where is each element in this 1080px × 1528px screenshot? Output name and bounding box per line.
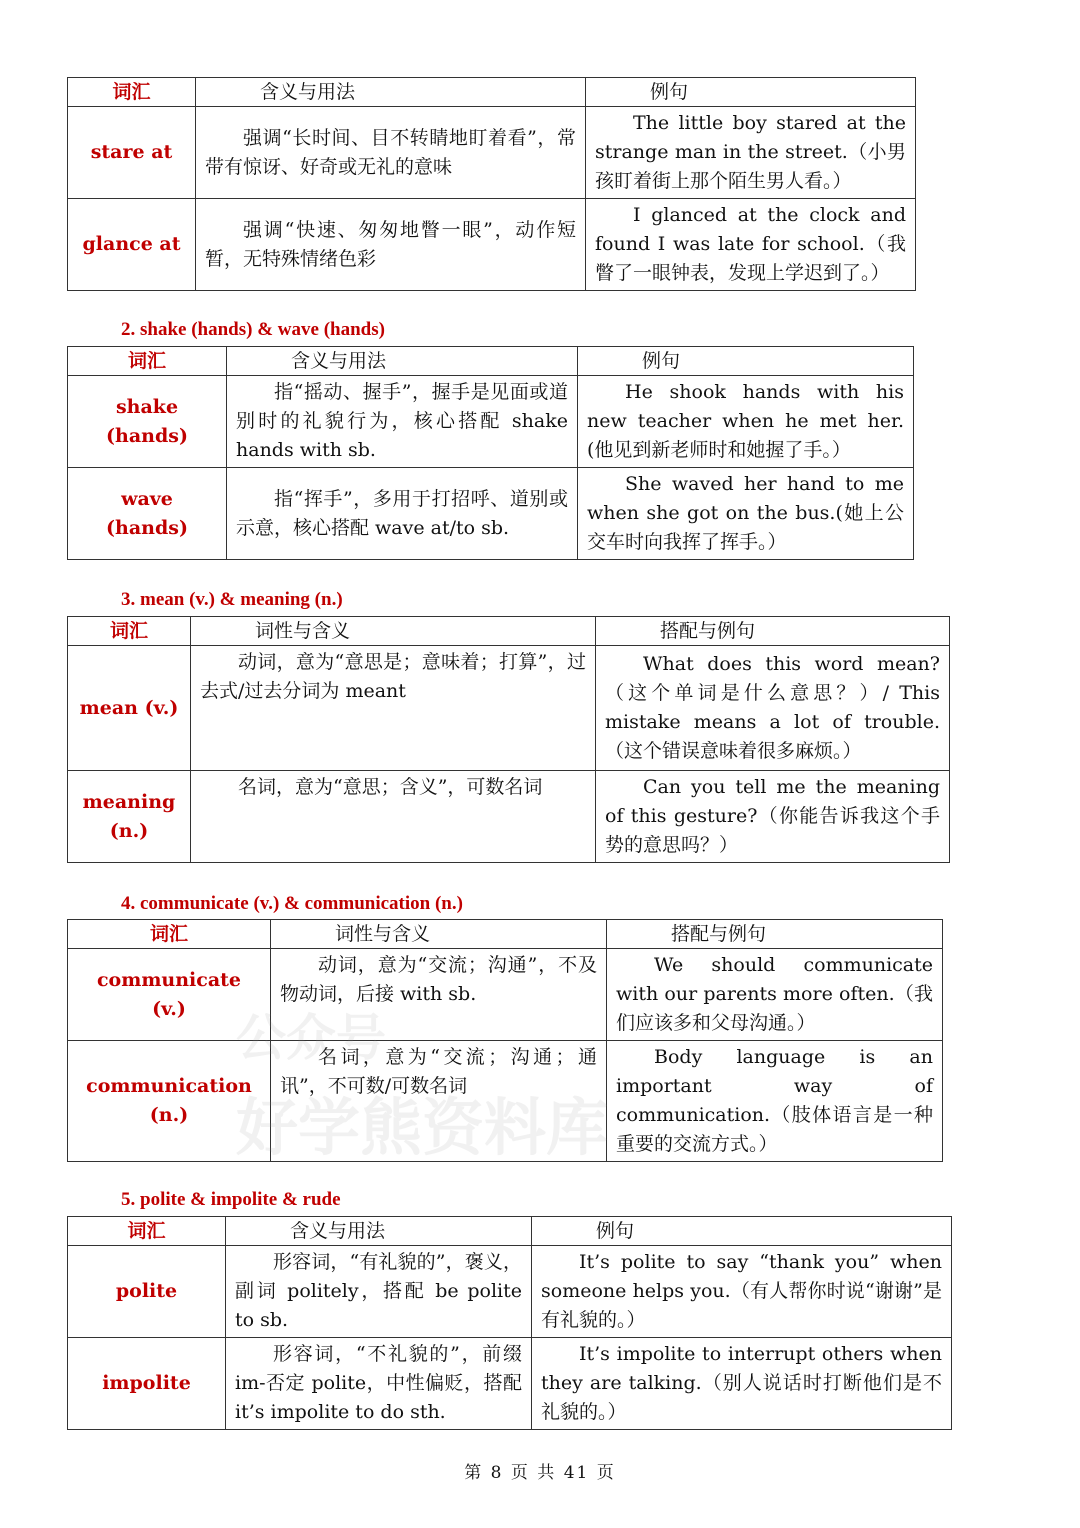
vocab-table-4: [67, 919, 943, 1162]
section-title: 2. shake (hands) & wave (hands): [121, 319, 385, 340]
vocab-word: shake (hands): [68, 376, 227, 468]
vocab-table-1: [67, 77, 916, 291]
watermark-line-2: 好学熊资料库: [236, 1091, 609, 1164]
vocab-example: Can you tell me the meaning of this gesture?（你能告诉我这个手势的意思吗？）: [596, 771, 950, 863]
header-usage: 词性与含义: [191, 617, 596, 646]
header-word: 词汇: [68, 78, 196, 107]
header-example: 搭配与例句: [607, 920, 943, 949]
table-row: [68, 949, 943, 1041]
header-word: 词汇: [68, 347, 227, 376]
header-usage: 含义与用法: [226, 1217, 532, 1246]
vocab-example: He shook hands with his new teacher when he met her.(他见到新老师时和她握了手。）: [578, 376, 914, 468]
vocab-usage: 指“挥手”，多用于打招呼、道别或示意，核心搭配 wave at/to sb.: [227, 468, 578, 560]
vocab-usage: 形容词，“有礼貌的”，褒义，副词 politely，搭配 be polite to sb.: [226, 1246, 532, 1338]
vocab-example: I glanced at the clock and found I was late for school.（我瞥了一眼钟表，发现上学迟到了。）: [586, 199, 916, 291]
table-row: [68, 1338, 952, 1430]
table-row: [68, 646, 950, 771]
header-usage: 含义与用法: [227, 347, 578, 376]
table-header-row: [68, 617, 950, 646]
vocab-example: What does this word mean?（这个单词是什么意思？）/ This mistake means a lot of trouble.（这个错误意味着很多麻烦。）: [596, 646, 950, 771]
header-example: 搭配与例句: [596, 617, 950, 646]
vocab-word: polite: [68, 1246, 226, 1338]
vocab-table-3: [67, 616, 950, 863]
vocab-table-2: [67, 346, 914, 560]
vocab-word: impolite: [68, 1338, 226, 1430]
header-word: 词汇: [68, 1217, 226, 1246]
vocab-example: The little boy stared at the strange man in the street.（小男孩盯着街上那个陌生男人看。）: [586, 107, 916, 199]
vocab-example: It’s polite to say “thank you” when someone helps you.（有人帮你时说“谢谢”是有礼貌的。）: [532, 1246, 952, 1338]
vocab-word: glance at: [68, 199, 196, 291]
header-usage: 词性与含义: [271, 920, 607, 949]
section-title: 4. communicate (v.) & communication (n.): [121, 893, 463, 914]
header-word: 词汇: [68, 617, 191, 646]
vocab-usage: 名词，意为“意思；含义”，可数名词: [191, 771, 596, 863]
table-row: [68, 107, 916, 199]
vocab-word: stare at: [68, 107, 196, 199]
page-number: 第 8 页 共 41 页: [464, 1463, 616, 1483]
header-example: 例句: [532, 1217, 952, 1246]
table-row: [68, 376, 914, 468]
table-header-row: [68, 1217, 952, 1246]
table-row: [68, 468, 914, 560]
vocab-word: mean (v.): [68, 646, 191, 771]
section-title: 3. mean (v.) & meaning (n.): [121, 589, 343, 610]
table-header-row: [68, 347, 914, 376]
vocab-usage: 形容词，“不礼貌的”，前缀 im-否定 polite，中性偏贬，搭配 it’s impolite to do sth.: [226, 1338, 532, 1430]
header-usage: 含义与用法: [196, 78, 586, 107]
vocab-usage: 动词，意为“交流；沟通”，不及物动词，后接 with sb.: [271, 949, 607, 1041]
table-row: [68, 1246, 952, 1338]
vocab-example: We should communicate with our parents more often.（我们应该多和父母沟通。）: [607, 949, 943, 1041]
table-row: [68, 771, 950, 863]
vocab-example: Body language is an important way of communication.（肢体语言是一种重要的交流方式。）: [607, 1041, 943, 1162]
table-header-row: [68, 920, 943, 949]
vocab-table-5: [67, 1216, 952, 1430]
vocab-example: It’s impolite to interrupt others when they are talking.（别人说话时打断他们是不礼貌的。）: [532, 1338, 952, 1430]
vocab-word: communication (n.): [68, 1041, 271, 1162]
vocab-example: She waved her hand to me when she got on the bus.(她上公交车时向我挥了挥手。）: [578, 468, 914, 560]
vocab-word: wave (hands): [68, 468, 227, 560]
watermark-line-1: 公众号: [236, 1008, 386, 1067]
vocab-word: communicate (v.): [68, 949, 271, 1041]
table-row: [68, 199, 916, 291]
table-header-row: [68, 78, 916, 107]
header-word: 词汇: [68, 920, 271, 949]
vocab-usage: 强调“快速、匆匆地瞥一眼”，动作短暂，无特殊情绪色彩: [196, 199, 586, 291]
vocab-usage: 指“摇动、握手”，握手是见面或道别时的礼貌行为，核心搭配 shake hands with sb.: [227, 376, 578, 468]
vocab-usage: 名词，意为“交流；沟通；通讯”，不可数/可数名词: [271, 1041, 607, 1162]
table-row: [68, 1041, 943, 1162]
vocab-usage: 强调“长时间、目不转睛地盯着看”，常带有惊讶、好奇或无礼的意味: [196, 107, 586, 199]
header-example: 例句: [578, 347, 914, 376]
vocab-word: meaning (n.): [68, 771, 191, 863]
section-title: 5. polite & impolite & rude: [121, 1189, 341, 1210]
header-example: 例句: [586, 78, 916, 107]
vocab-usage: 动词，意为“意思是；意味着；打算”，过去式/过去分词为 meant: [191, 646, 596, 771]
